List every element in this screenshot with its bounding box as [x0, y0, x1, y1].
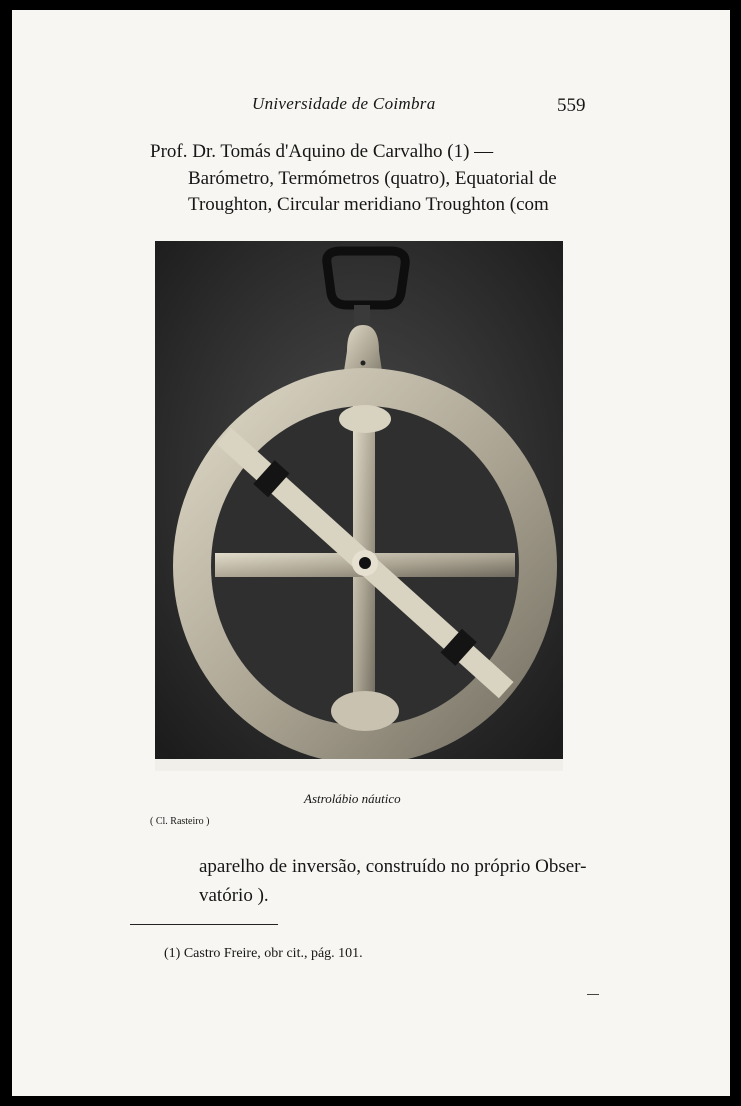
dash: — [469, 141, 494, 162]
figure-caption: Astrolábio náutico [304, 791, 401, 806]
page-number: 559 [557, 95, 586, 116]
paragraph-line [150, 138, 493, 165]
astrolabe-illustration [155, 241, 563, 771]
astrolabe-photograph [155, 241, 563, 771]
photo-credit: ( Cl. Rasteiro ) [150, 816, 210, 827]
book-page [12, 10, 730, 1096]
footnote-marker: (1) [164, 946, 181, 961]
footnote-reference[interactable]: (1) [447, 141, 470, 162]
author-name: Prof. Dr. Tomás d'Aquino de Carvalho [150, 141, 443, 162]
footnote [164, 946, 363, 962]
paragraph-line: vatório ). [199, 885, 269, 906]
paragraph-line: aparelho de inversão, construído no próprio Obser- [199, 856, 587, 877]
photo-bottom-edge [155, 759, 563, 771]
central-pin [359, 557, 371, 569]
running-header-title: Universidade de Coimbra [252, 94, 436, 113]
paragraph-line: Troughton, Circular meridiano Troughton (com [188, 194, 549, 215]
paragraph-line: Barómetro, Termómetros (quatro), Equatorial de [188, 168, 557, 189]
suspension-link [354, 305, 370, 327]
footnote-text: Castro Freire, obr cit., pág. 101. [180, 946, 363, 961]
stray-mark [587, 994, 599, 995]
footnote-separator [130, 924, 278, 925]
